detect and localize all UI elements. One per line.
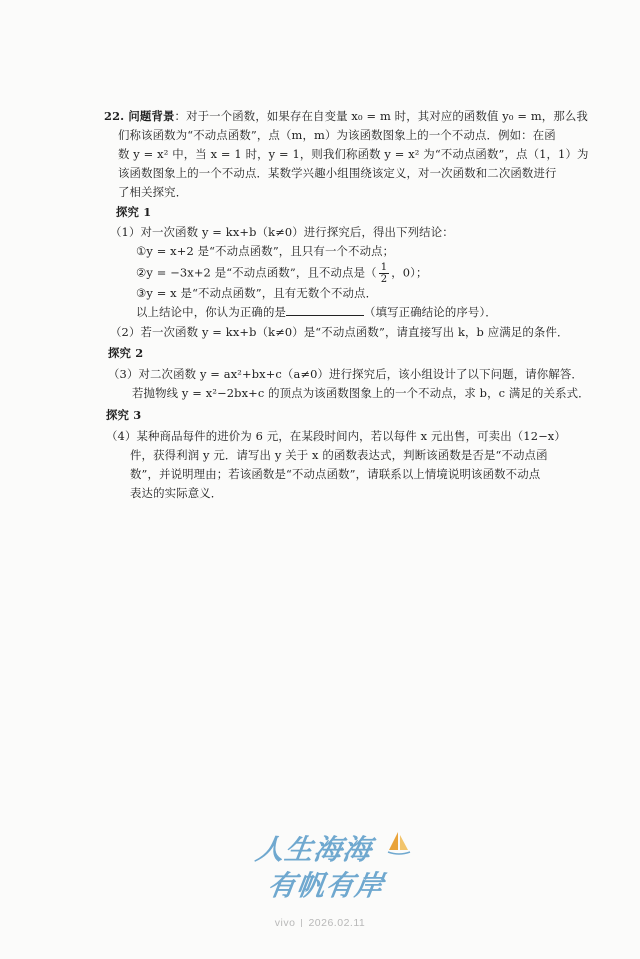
question-4-line-4: 表达的实际意义． (130, 486, 223, 500)
conclusion-prompt: 以上结论中，你认为正确的是 （填写正确结论的序号）． (136, 305, 497, 319)
watermark-line-2: 有帆有岸 (265, 869, 387, 902)
camera-footer (0, 917, 640, 929)
explore2-heading: 探究 2 (108, 346, 144, 360)
conclusion-2: ②y = −3x+2 是“不动点函数”，且不动点是（ $\frac{1}{2}$ ，0）； (136, 262, 428, 285)
question-1: （1）对一次函数 y = kx+b（k≠0）进行探究后，得出下列结论： (110, 225, 454, 239)
conclusion-3: ③y = x 是“不动点函数”，且有无数个不动点． (136, 286, 378, 300)
footer-date: 2026.02.11 (308, 917, 366, 929)
footer-separator (301, 919, 302, 927)
answer-blank[interactable] (286, 305, 364, 316)
problem-line-2: 们称该函数为“不动点函数”，点（m，m）为该函数图象上的一个不动点．例如：在函 (118, 128, 556, 142)
question-3-cont: 若抛物线 y = x²−2bx+c 的顶点为该函数图象上的一个不动点，求 b，c 满足的关系式． (132, 386, 590, 400)
question-3: （3）对二次函数 y = ax²+bx+c（a≠0）进行探究后，该小组设计了以下问题，请你解答． (108, 367, 583, 381)
question-4: （4）某种商品每件的进价为 6 元，在某段时间内，若以每件 x 元出售，可卖出（12−x） (106, 429, 566, 443)
sailboat-icon (386, 830, 412, 856)
problem-line-3: 数 y = x² 中，当 x = 1 时，y = 1，则我们称函数 y = x² 为“不动点函数”，点（1，1）为 (118, 147, 589, 161)
question-4-line-3: 数”，并说明理由；若该函数是“不动点函数”，请联系以上情境说明该函数不动点 (130, 467, 541, 481)
question-4-line-2: 件，获得利润 y 元．请写出 y 关于 x 的函数表达式，判断该函数是否是“不动点函 (130, 448, 548, 462)
problem-line-5: 了相关探究． (118, 185, 188, 199)
conclusion-1: ①y = x+2 是“不动点函数”，且只有一个不动点； (136, 244, 395, 258)
watermark-logo (248, 828, 418, 908)
problem-line-4: 该函数图象上的一个不动点．某数学兴趣小组围绕该定义，对一次函数和二次函数进行 (118, 166, 557, 180)
watermark-line-1: 人生海海 (253, 833, 375, 866)
problem-title: 22. 问题背景 (104, 109, 175, 123)
fraction-half: $\frac{1}{2}$ (380, 262, 388, 285)
explore1-heading: 探究 1 (116, 205, 152, 219)
explore3-heading: 探究 3 (106, 408, 142, 422)
footer-brand: vivo (274, 917, 296, 929)
problem-line-1: 22. 问题背景：对于一个函数，如果存在自变量 x₀ = m 时，其对应的函数值 y₀ = m，那么我 (104, 109, 588, 123)
question-2: （2）若一次函数 y = kx+b（k≠0）是“不动点函数”，请直接写出 k，b 应满足的条件． (110, 325, 569, 339)
